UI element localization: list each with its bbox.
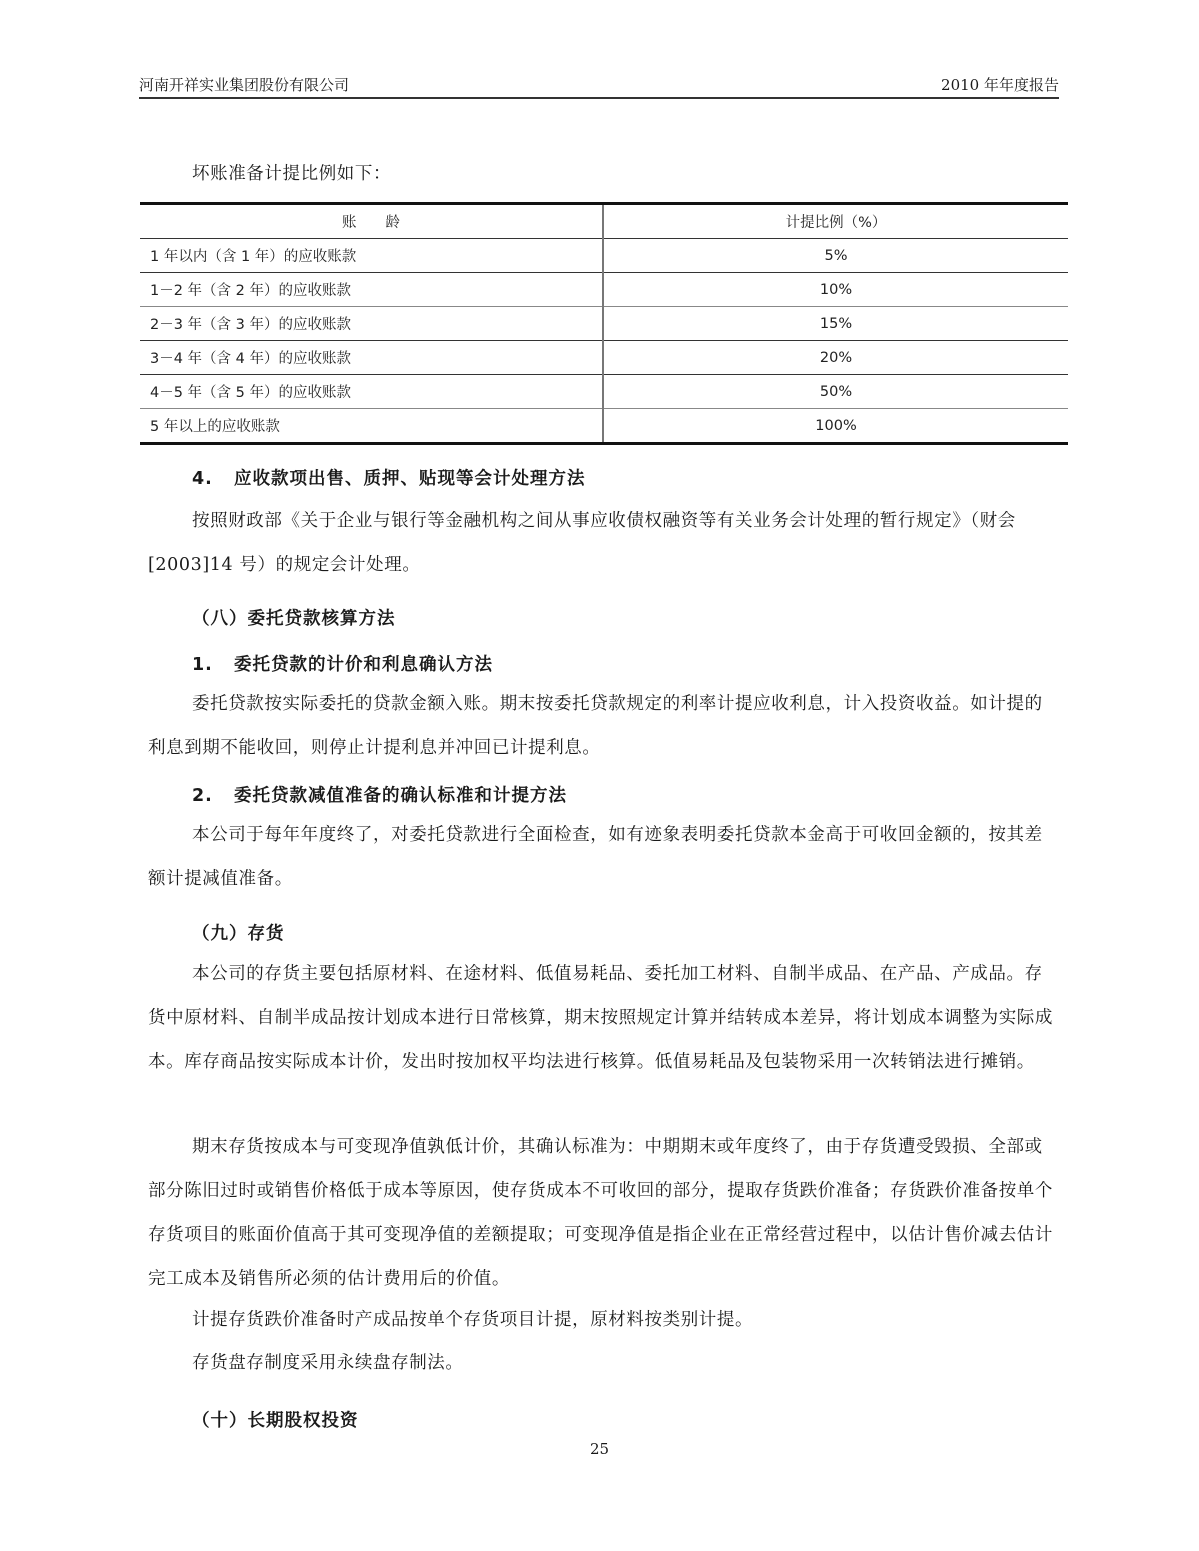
- section-heading-10: （十）长期股权投资: [192, 1411, 359, 1431]
- cell-age: 1 年以内（含 1 年）的应收账款: [140, 239, 603, 273]
- page-number: 25: [589, 1440, 610, 1458]
- table-row: [140, 239, 1068, 273]
- cell-ratio: 15%: [603, 307, 1068, 341]
- header-divider: [139, 97, 1059, 99]
- table-header-row: [140, 204, 1068, 239]
- cell-age: 2－3 年（含 3 年）的应收账款: [140, 307, 603, 341]
- cell-age: 1－2 年（含 2 年）的应收账款: [140, 273, 603, 307]
- table-row: [140, 341, 1068, 375]
- cell-age: 3－4 年（含 4 年）的应收账款: [140, 341, 603, 375]
- cell-age: 4－5 年（含 5 年）的应收账款: [140, 375, 603, 409]
- table-row: [140, 273, 1068, 307]
- page-header: [139, 74, 1059, 96]
- cell-ratio: 5%: [603, 239, 1068, 273]
- cell-ratio: 20%: [603, 341, 1068, 375]
- cell-age: 5 年以上的应收账款: [140, 409, 603, 444]
- section-9-paragraph-2: 期末存货按成本与可变现净值孰低计价，其确认标准为：中期期末或年度终了，由于存货遭受毁损、全部或部分陈旧过时或销售价格低于成本等原因，使存货成本不可收回的部分，提取存货跌价准备；存货跌价准备按单个存货项目的账面价值高于其可变现净值的差额提取；可变现净值是指企业在正常经营过程中，以估计售价减去估计完工成本及销售所必须的估计费用后的价值。: [148, 1137, 1053, 1289]
- section-heading-8: （八）委托贷款核算方法: [192, 609, 396, 629]
- section-9-paragraph-4: 存货盘存制度采用永续盘存制法。: [192, 1353, 464, 1373]
- heading-number: 4.: [192, 469, 213, 489]
- section-9-paragraph-1: 本公司的存货主要包括原材料、在途材料、低值易耗品、委托加工材料、自制半成品、在产品、产成品。存货中原材料、自制半成品按计划成本进行日常核算，期末按照规定计算并结转成本差异，将计划成本调整为实际成本。库存商品按实际成本计价，发出时按加权平均法进行核算。低值易耗品及包装物采用一次转销法进行摊销。: [148, 964, 1053, 1072]
- cell-ratio: 10%: [603, 273, 1068, 307]
- cell-ratio: 50%: [603, 375, 1068, 409]
- table-row: [140, 307, 1068, 341]
- table-row: [140, 409, 1068, 444]
- section-9-paragraph-3: 计提存货跌价准备时产成品按单个存货项目计提，原材料按类别计提。: [192, 1310, 754, 1330]
- subsection-heading-8-2: [192, 782, 567, 807]
- header-company: 河南开祥实业集团股份有限公司: [139, 76, 350, 94]
- heading-title: 委托贷款的计价和利息确认方法: [234, 655, 493, 675]
- section-4-body: 按照财政部《关于企业与银行等金融机构之间从事应收债权融资等有关业务会计处理的暂行规定》（财会[2003]14 号）的规定会计处理。: [148, 511, 1016, 575]
- subsection-8-1-body: 委托贷款按实际委托的贷款金额入账。期末按委托贷款规定的利率计提应收利息，计入投资收益。如计提的利息到期不能收回，则停止计提利息并冲回已计提利息。: [148, 694, 1043, 758]
- table-row: [140, 375, 1068, 409]
- table-intro: 坏账准备计提比例如下：: [192, 164, 392, 184]
- heading-title: 应收款项出售、质押、贴现等会计处理方法: [234, 469, 586, 489]
- column-header-ratio: 计提比例（%）: [603, 204, 1068, 239]
- heading-title: 委托贷款减值准备的确认标准和计提方法: [234, 786, 567, 806]
- cell-ratio: 100%: [603, 409, 1068, 444]
- subsection-8-2-body: 本公司于每年年度终了，对委托贷款进行全面检查，如有迹象表明委托贷款本金高于可收回金额的，按其差额计提减值准备。: [148, 825, 1043, 889]
- heading-number: 2.: [192, 786, 213, 806]
- section-heading-4: [192, 465, 586, 490]
- header-report-title: 2010 年年度报告: [941, 76, 1059, 94]
- heading-number: 1.: [192, 655, 213, 675]
- column-header-age: 账 龄: [140, 204, 603, 239]
- bad-debt-ratio-table: [140, 202, 1068, 445]
- subsection-heading-8-1: [192, 651, 493, 676]
- section-heading-9: （九）存货: [192, 924, 285, 944]
